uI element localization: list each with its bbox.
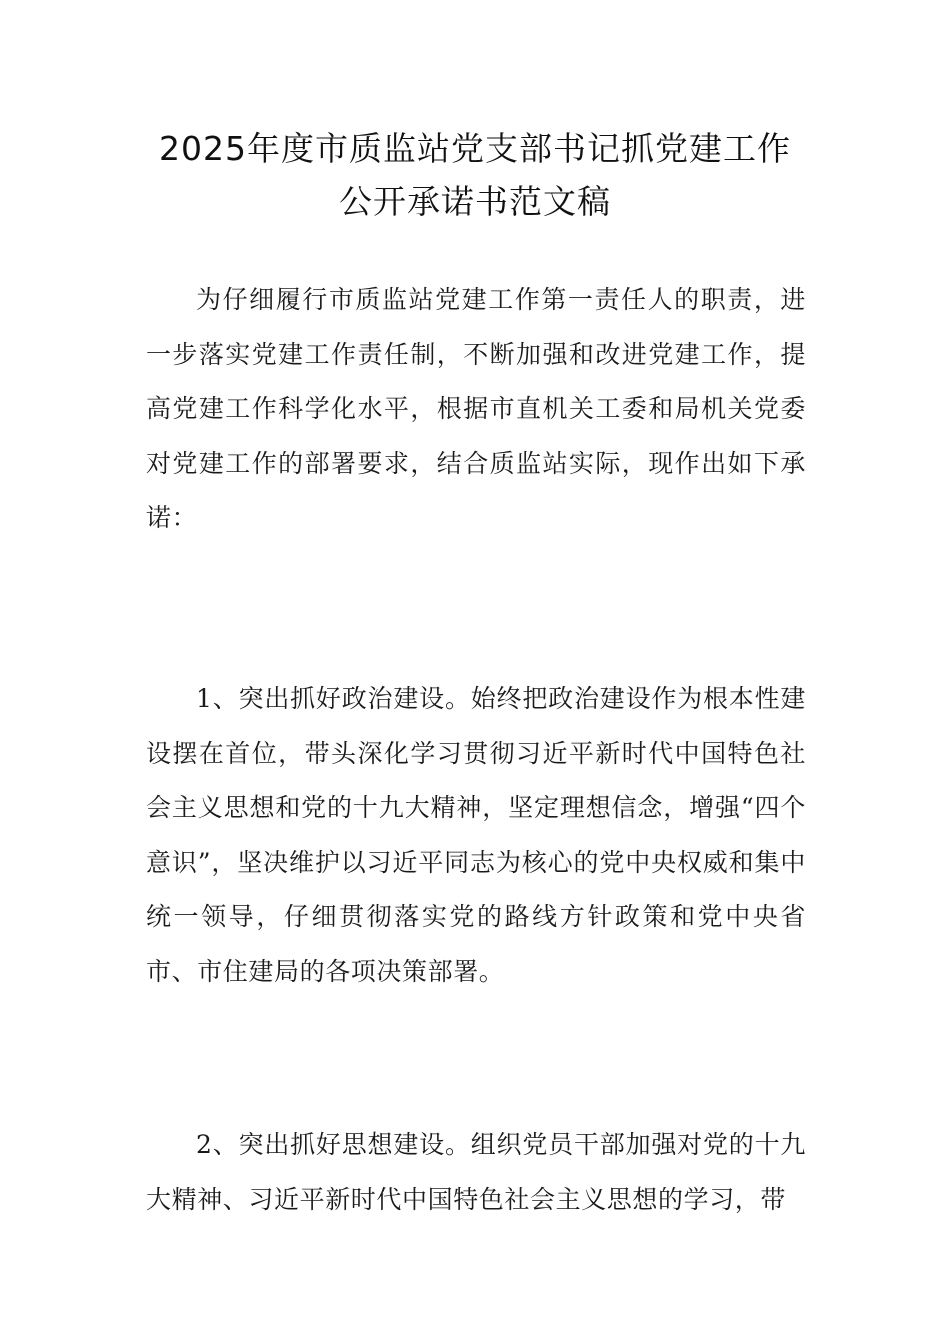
commitment-item-2: 2、突出抓好思想建设。组织党员干部加强对党的十九大精神、习近平新时代中国特色社会主义思想的学习，带	[146, 1130, 806, 1214]
document-title-line-2: 公开承诺书范文稿	[339, 182, 611, 221]
document-title-line-1: 2025年度市质监站党支部书记抓党建工作	[159, 129, 791, 168]
commitment-item-1: 1、突出抓好政治建设。始终把政治建设作为根本性建设摆在首位，带头深化学习贯彻习近平新时代中国特色社会主义思想和党的十九大精神，坚定理想信念，增强“四个意识”，坚决维护以习近平同志为核心的党中央权威和集中统一领导，仔细贯彻落实党的路线方针政策和党中央省市、市住建局的各项决策部署。	[146, 684, 806, 986]
intro-paragraph: 为仔细履行市质监站党建工作第一责任人的职责，进一步落实党建工作责任制，不断加强和改进党建工作，提高党建工作科学化水平，根据市直机关工委和局机关党委对党建工作的部署要求，结合质监站实际，现作出如下承诺：	[146, 285, 806, 532]
